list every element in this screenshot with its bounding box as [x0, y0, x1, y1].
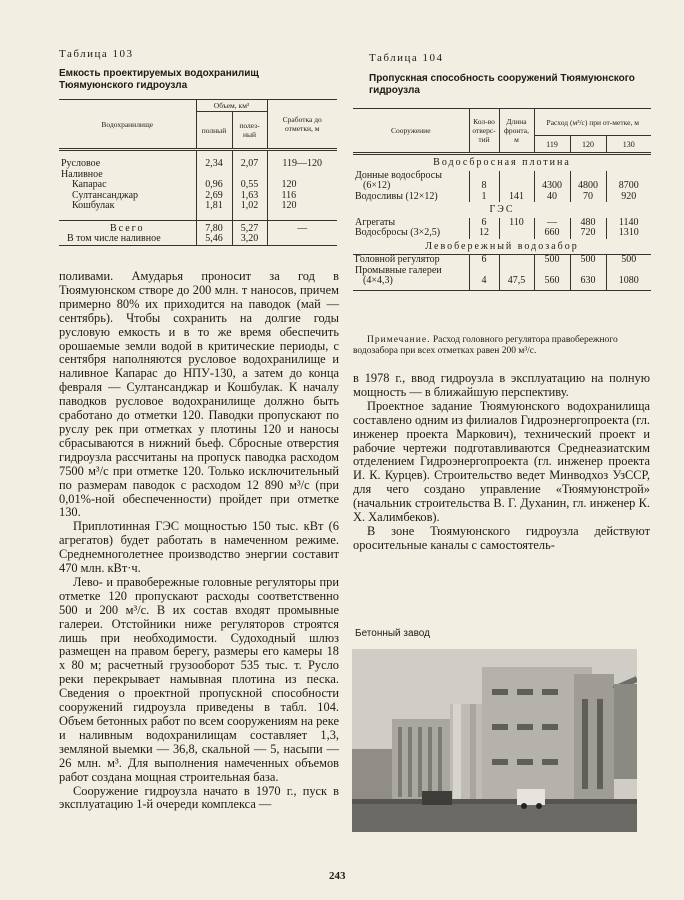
col-reservoir: Водохранилище — [59, 100, 196, 150]
table-row — [353, 171, 651, 182]
table-104-title — [369, 73, 649, 97]
row-mark: 116 — [267, 191, 337, 202]
paragraph: Сооружение гидроузла начато в 1970 г., пуск в эксплуатацию 1-й очереди комплекса — — [59, 783, 339, 812]
row-m130: 920 — [606, 192, 651, 203]
row-width: 110 — [499, 218, 534, 229]
row-m119: 40 — [534, 192, 570, 203]
row-name: Русловое — [61, 158, 101, 169]
row-name: Кошбулак — [72, 200, 115, 211]
row-useful: 1,63 — [232, 191, 267, 202]
table-104 — [353, 108, 651, 291]
total-label: Всего — [109, 222, 145, 234]
row-m130: 8700 — [606, 181, 651, 192]
total-mark: — — [267, 220, 337, 234]
row-mark: 120 — [267, 201, 337, 212]
row-name: Промывные галереи — [355, 264, 442, 276]
row-full: 0,96 — [196, 180, 232, 191]
col-count: Кол-во отверс-тий — [469, 109, 499, 154]
concrete-plant-photo — [352, 649, 637, 832]
table-row — [353, 266, 651, 277]
row-name: (6×12) — [363, 180, 391, 191]
row-m130: 1140 — [606, 218, 651, 229]
row-count: 8 — [469, 181, 499, 192]
table-row — [353, 192, 651, 203]
table-103-title — [59, 68, 329, 92]
section-spillway-dam: Водосбросная плотина — [433, 157, 571, 168]
row-m120: 720 — [570, 228, 606, 239]
row-useful: 1,02 — [232, 201, 267, 212]
table-row — [353, 255, 651, 266]
col-drawdown: Сработка до отметки, м — [267, 100, 337, 150]
row-name: (4×4,3) — [363, 275, 393, 286]
incl-label: В том числе наливное — [67, 233, 161, 244]
row-name: Наливное — [61, 168, 103, 180]
table-row — [353, 181, 651, 192]
row-full: 1,81 — [196, 201, 232, 212]
table-103-caption: Таблица 103 — [59, 48, 134, 60]
table-104-caption: Таблица 104 — [369, 52, 444, 64]
incl-full: 5,46 — [196, 234, 232, 245]
table-row — [353, 228, 651, 239]
row-name: Капарас — [72, 179, 107, 190]
row-name: Султансанджар — [72, 189, 139, 201]
concrete-plant-image — [352, 649, 637, 832]
row-width: 141 — [499, 192, 534, 203]
row-m120: 630 — [570, 276, 606, 290]
row-name: Водосбросы (3×2,5) — [355, 227, 441, 238]
row-m119: 500 — [534, 255, 570, 266]
row-full: 2,34 — [196, 159, 232, 170]
mark-119: 119 — [534, 136, 570, 154]
row-count: 6 — [469, 255, 499, 266]
page-number: 243 — [329, 870, 346, 882]
row-count: 4 — [469, 276, 499, 290]
row-name: Донные водосбросы — [355, 169, 442, 181]
row-m119: 4300 — [534, 181, 570, 192]
paragraph: в 1978 г., ввод гидроузла в эксплуатацию на полную мощность — в ближайшую перспективу. — [353, 371, 650, 399]
row-count: 12 — [469, 228, 499, 239]
table-104-title-line1: Пропускная способность сооружений Тюямуюнского — [369, 73, 635, 84]
table-row-total — [59, 220, 337, 234]
row-width — [499, 228, 534, 239]
left-column-text — [59, 270, 339, 812]
row-name: Водосливы (12×12) — [355, 190, 438, 202]
table-104-note — [353, 335, 650, 357]
row-m120: 480 — [570, 218, 606, 229]
table-103-title-line1: Емкость проектируемых водохранилищ — [59, 68, 259, 79]
row-full: 2,69 — [196, 191, 232, 202]
table-103 — [59, 99, 337, 246]
row-useful: 2,07 — [232, 159, 267, 170]
section-left-intake: Левобережный водозабор — [425, 240, 579, 252]
mark-130: 130 — [606, 136, 651, 154]
col-structure: Сооружение — [353, 109, 469, 154]
row-name: Головной регулятор — [355, 254, 440, 265]
mark-120: 120 — [570, 136, 606, 154]
row-width — [499, 181, 534, 192]
col-full: полный — [196, 112, 232, 150]
row-width: 47,5 — [499, 276, 534, 290]
photo-caption: Бетонный завод — [355, 628, 430, 639]
section-hpp: ГЭС — [489, 204, 515, 215]
note-text: Расход головного регулятора правобережного водозабора при всех отметках равен 200 м³/с. — [353, 335, 618, 356]
row-m119: — — [534, 218, 570, 229]
table-row — [59, 159, 337, 170]
table-104-title-line2: гидроузла — [369, 85, 420, 96]
col-width: Длина фронта, м — [499, 109, 534, 154]
col-useful: полез-ный — [232, 112, 267, 150]
col-volume: Объем, км³ — [196, 100, 267, 112]
table-row — [353, 276, 651, 290]
total-useful: 5,27 — [232, 220, 267, 234]
right-column-text — [353, 372, 650, 553]
row-m130: 1080 — [606, 276, 651, 290]
incl-useful: 3,20 — [232, 234, 267, 245]
row-count: 1 — [469, 192, 499, 203]
row-mark: 119—120 — [267, 159, 337, 170]
paragraph: поливами. Амударья проносит за год в Тюямуюнском створе до 200 млн. т наносов, причем примерно 80% их приходится на паводок (май — сентябрь). Чтобы сохранить на долгие годы русловую емкость и в то же время обеспечить орошаемые земли водой в критические периоды, с сентября наполняются русловое водохранилище и наливное Капарас до НПУ-130, а затем до конца февраля — Султансанджар и Кошбулак. К началу паводков русловое водохранилище должно быть сработано до отметки 120. Паводки пропускают по руслу рек при отметках у плотины 120 и наносы сбрасываются в нижний бьеф. Сбросные отверстия гидроузла рассчитаны на пропуск паводка расходом 7500 м³/с при отметке 120. Только исключительный по размерам паводок с расходом 12 890 м³/с (при 0,01%-ной обеспеченности) пройдет при отметке 130. — [59, 269, 339, 520]
row-mark: 120 — [267, 180, 337, 191]
row-m119: 560 — [534, 276, 570, 290]
table-103-title-line2: Тюямуюнского гидроузла — [59, 80, 188, 91]
table-row — [59, 201, 337, 212]
row-m130: 500 — [606, 255, 651, 266]
row-count: 6 — [469, 218, 499, 229]
col-flow: Расход (м³/с) при от-метке, м — [534, 109, 651, 136]
row-m130: 1310 — [606, 228, 651, 239]
row-m120: 500 — [570, 255, 606, 266]
row-m120: 4800 — [570, 181, 606, 192]
paragraph: В зоне Тюямуюнского гидроузла действуют оросительные каналы с самостоятель- — [353, 523, 650, 552]
table-row — [59, 180, 337, 191]
paragraph: Лево- и правобережные головные регуляторы при отметке 120 пропускают расходы соответственно 500 и 200 м³/с. В их состав входят промывные галереи. Отстойники ниже регуляторов строятся лишь при необходимости. Судоходный шлюз размещен на правом берегу, размеры его камеры 18 х 80 м; расчетный грузооборот 535 тыс. т. Русло реки перекрывает намывная плотина из песка. Сведения о проектной пропускной способности сооружений гидроузла приведены в табл. 104. Объем бетонных работ по всем сооружениям на реке и наливным водохранилищам составляет 1,3, земляной выемки — 36,8, скальной — 5, насыпи — 26 млн. м³. Для выполнения намеченных объемов работ создана мощная строительная база. — [59, 574, 339, 784]
table-row-incl — [59, 234, 337, 245]
total-full: 7,80 — [196, 220, 232, 234]
paragraph: Проектное задание Тюямуюнского водохранилища составлено одним из филиалов Гидроэнергопроекта (гл. инженер проекта Маркович), технический проект и рабочие чертежи подготавливаются Среднеазиатским отделением Гидроэнергопроекта (гл. инженер проекта И. К. Курцев). Строительство ведет Минводхоз УзССР, для чего создано управление «Тюямуюнстрой» (начальник строительства В. Г. Духанин, гл. инженер К. Х. Халимбеков). — [353, 398, 650, 525]
paragraph: Приплотинная ГЭС мощностью 150 тыс. кВт (6 агрегатов) будет работать в намеченном режиме. Среднемноголетнее производство энергии составит 470 млн. кВт·ч. — [59, 519, 339, 576]
row-m120: 70 — [570, 192, 606, 203]
note-label: Примечание. — [367, 335, 431, 345]
row-width — [499, 255, 534, 266]
row-useful: 0,55 — [232, 180, 267, 191]
row-m119: 660 — [534, 228, 570, 239]
row-name: Агрегаты — [355, 216, 396, 228]
